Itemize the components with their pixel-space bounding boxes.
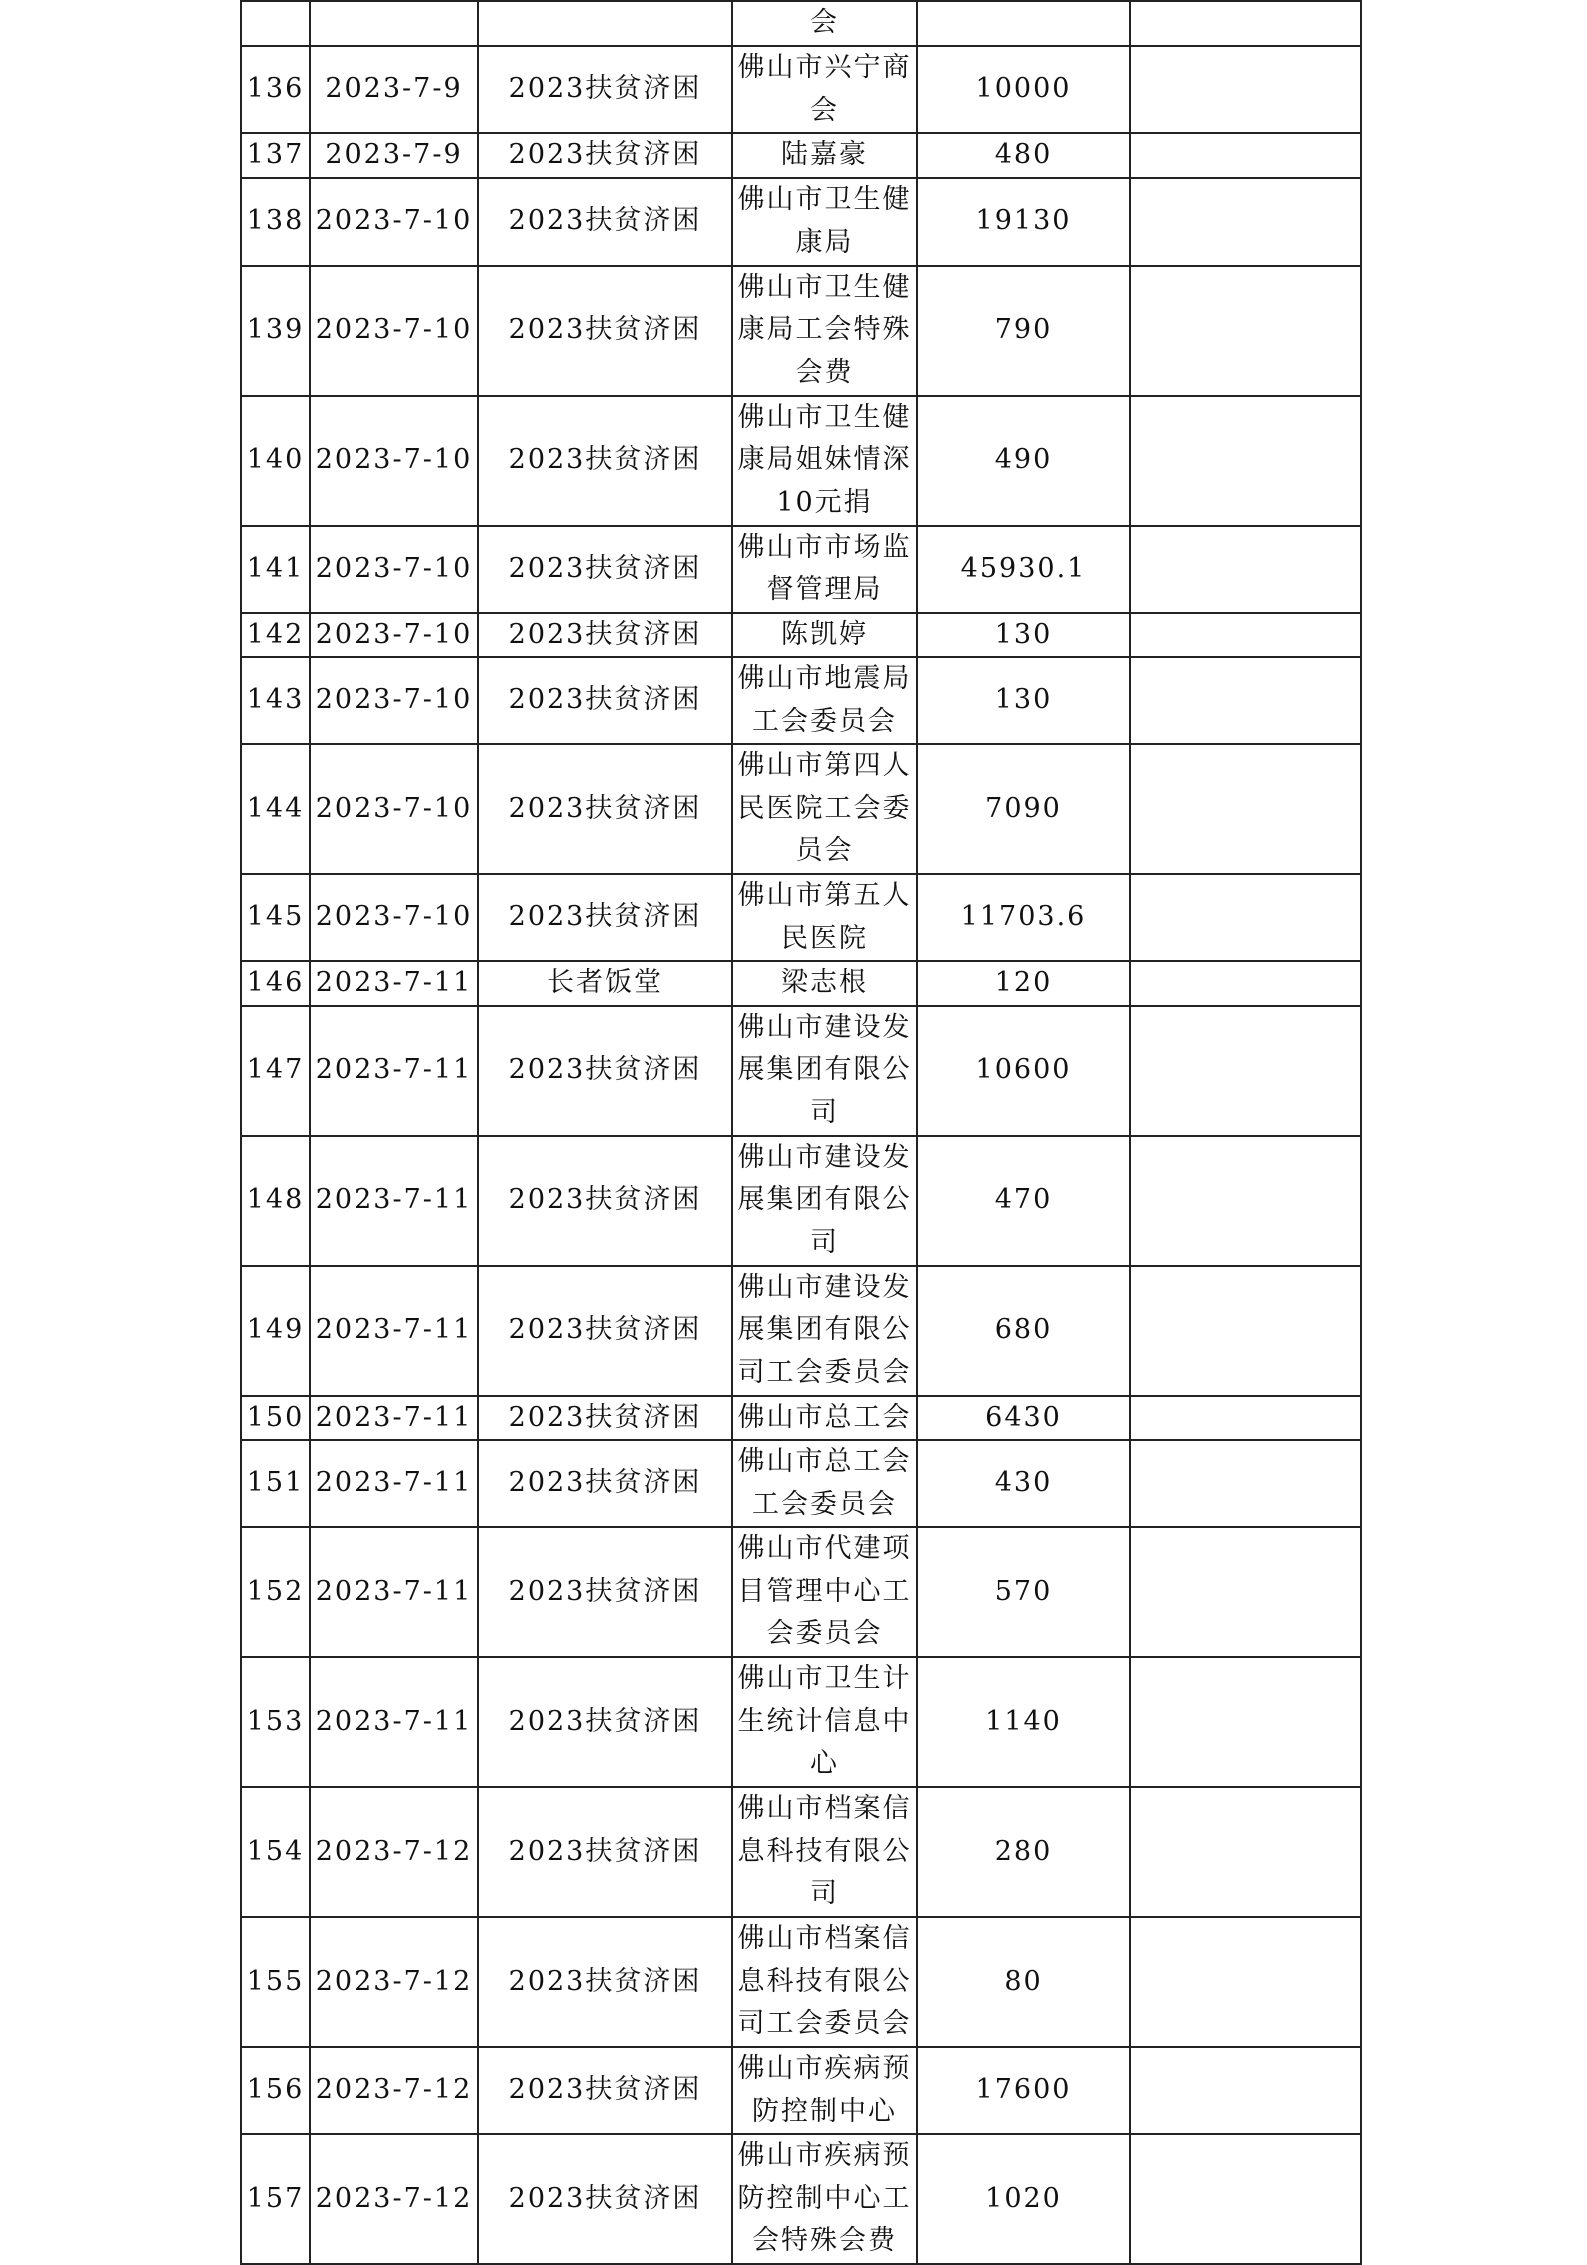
cell-donor: 佛山市建设发展集团有限公司工会委员会 bbox=[732, 1266, 917, 1396]
table-row bbox=[241, 1657, 1361, 1787]
cell-project: 2023扶贫济困 bbox=[478, 178, 732, 266]
cell-donor: 佛山市卫生健康局 bbox=[732, 178, 917, 266]
cell-remark bbox=[1130, 1657, 1361, 1787]
table-row bbox=[241, 133, 1361, 178]
cell-donor: 佛山市建设发展集团有限公司 bbox=[732, 1136, 917, 1266]
cell-date: 2023-7-12 bbox=[310, 2047, 478, 2134]
cell-amount: 6430 bbox=[917, 1396, 1130, 1441]
cell-index: 157 bbox=[241, 2134, 310, 2264]
cell-remark bbox=[1130, 1440, 1361, 1527]
cell-date: 2023-7-10 bbox=[310, 874, 478, 961]
cell-date: 2023-7-12 bbox=[310, 1917, 478, 2047]
cell-remark bbox=[1130, 613, 1361, 658]
table-row bbox=[241, 178, 1361, 266]
cell-donor: 佛山市地震局工会委员会 bbox=[732, 657, 917, 744]
cell-donor: 佛山市建设发展集团有限公司 bbox=[732, 1006, 917, 1136]
cell-amount: 790 bbox=[917, 266, 1130, 396]
cell-amount: 280 bbox=[917, 1787, 1130, 1917]
cell-index: 151 bbox=[241, 1440, 310, 1527]
cell-amount: 130 bbox=[917, 613, 1130, 658]
cell-date: 2023-7-10 bbox=[310, 657, 478, 744]
cell-project: 2023扶贫济困 bbox=[478, 1396, 732, 1441]
cell-amount: 680 bbox=[917, 1266, 1130, 1396]
cell-date: 2023-7-11 bbox=[310, 1266, 478, 1396]
cell-date: 2023-7-11 bbox=[310, 961, 478, 1006]
cell-donor: 佛山市疾病预防控制中心工会特殊会费 bbox=[732, 2134, 917, 2264]
cell-date: 2023-7-12 bbox=[310, 1787, 478, 1917]
cell-index: 150 bbox=[241, 1396, 310, 1441]
cell-donor: 梁志根 bbox=[732, 961, 917, 1006]
cell-amount: 19130 bbox=[917, 178, 1130, 266]
cell-donor: 佛山市卫生计生统计信息中心 bbox=[732, 1657, 917, 1787]
cell-project: 2023扶贫济困 bbox=[478, 396, 732, 526]
cell-donor: 佛山市档案信息科技有限公司 bbox=[732, 1787, 917, 1917]
cell-project: 2023扶贫济困 bbox=[478, 46, 732, 133]
table-row bbox=[241, 1136, 1361, 1266]
cell-date: 2023-7-11 bbox=[310, 1440, 478, 1527]
cell-date: 2023-7-11 bbox=[310, 1527, 478, 1657]
table-row bbox=[241, 744, 1361, 874]
cell-project: 2023扶贫济困 bbox=[478, 1440, 732, 1527]
table-row bbox=[241, 1917, 1361, 2047]
table-row bbox=[241, 1527, 1361, 1657]
cell-amount: 45930.1 bbox=[917, 526, 1130, 613]
cell-donor: 佛山市总工会工会委员会 bbox=[732, 1440, 917, 1527]
cell-donor: 佛山市疾病预防控制中心 bbox=[732, 2047, 917, 2134]
cell-remark bbox=[1130, 178, 1361, 266]
cell-index: 152 bbox=[241, 1527, 310, 1657]
cell-project: 2023扶贫济困 bbox=[478, 874, 732, 961]
cell-remark bbox=[1130, 657, 1361, 744]
cell-project: 2023扶贫济困 bbox=[478, 613, 732, 658]
cell-date: 2023-7-10 bbox=[310, 396, 478, 526]
donation-table bbox=[240, 0, 1362, 2265]
cell-date: 2023-7-10 bbox=[310, 266, 478, 396]
cell-donor: 陈凯婷 bbox=[732, 613, 917, 658]
cell-project: 长者饭堂 bbox=[478, 961, 732, 1006]
cell-amount: 1020 bbox=[917, 2134, 1130, 2264]
cell-project: 2023扶贫济困 bbox=[478, 266, 732, 396]
cell-project: 2023扶贫济困 bbox=[478, 133, 732, 178]
cell-project: 2023扶贫济困 bbox=[478, 1266, 732, 1396]
cell-donor: 会 bbox=[732, 1, 917, 46]
cell-remark bbox=[1130, 1, 1361, 46]
cell-remark bbox=[1130, 46, 1361, 133]
cell-remark bbox=[1130, 874, 1361, 961]
cell-project: 2023扶贫济困 bbox=[478, 1136, 732, 1266]
cell-project: 2023扶贫济困 bbox=[478, 1006, 732, 1136]
cell-project: 2023扶贫济困 bbox=[478, 744, 732, 874]
cell-date: 2023-7-10 bbox=[310, 613, 478, 658]
cell-amount: 570 bbox=[917, 1527, 1130, 1657]
cell-remark bbox=[1130, 1136, 1361, 1266]
cell-donor: 佛山市卫生健康局姐妹情深10元捐 bbox=[732, 396, 917, 526]
cell-amount: 430 bbox=[917, 1440, 1130, 1527]
cell-amount: 80 bbox=[917, 1917, 1130, 2047]
cell-remark bbox=[1130, 744, 1361, 874]
cell-remark bbox=[1130, 396, 1361, 526]
table-row bbox=[241, 1787, 1361, 1917]
table-body bbox=[241, 1, 1361, 2264]
cell-date: 2023-7-11 bbox=[310, 1396, 478, 1441]
cell-amount: 120 bbox=[917, 961, 1130, 1006]
cell-remark bbox=[1130, 526, 1361, 613]
cell-date: 2023-7-9 bbox=[310, 133, 478, 178]
cell-date: 2023-7-10 bbox=[310, 744, 478, 874]
cell-project: 2023扶贫济困 bbox=[478, 526, 732, 613]
cell-index: 143 bbox=[241, 657, 310, 744]
cell-date: 2023-7-9 bbox=[310, 46, 478, 133]
cell-donor: 佛山市市场监督管理局 bbox=[732, 526, 917, 613]
cell-index: 156 bbox=[241, 2047, 310, 2134]
cell-donor: 佛山市第四人民医院工会委员会 bbox=[732, 744, 917, 874]
cell-index: 154 bbox=[241, 1787, 310, 1917]
cell-date bbox=[310, 1, 478, 46]
cell-index: 140 bbox=[241, 396, 310, 526]
cell-remark bbox=[1130, 1006, 1361, 1136]
cell-index: 141 bbox=[241, 526, 310, 613]
cell-project: 2023扶贫济困 bbox=[478, 1787, 732, 1917]
table-row bbox=[241, 1440, 1361, 1527]
cell-remark bbox=[1130, 266, 1361, 396]
cell-amount: 1140 bbox=[917, 1657, 1130, 1787]
cell-amount bbox=[917, 1, 1130, 46]
table-row bbox=[241, 613, 1361, 658]
cell-amount: 7090 bbox=[917, 744, 1130, 874]
cell-project bbox=[478, 1, 732, 46]
table-row bbox=[241, 1006, 1361, 1136]
table-row bbox=[241, 46, 1361, 133]
cell-index: 147 bbox=[241, 1006, 310, 1136]
table-row bbox=[241, 2047, 1361, 2134]
cell-index: 146 bbox=[241, 961, 310, 1006]
cell-amount: 480 bbox=[917, 133, 1130, 178]
table-row bbox=[241, 1266, 1361, 1396]
cell-index: 142 bbox=[241, 613, 310, 658]
cell-remark bbox=[1130, 1787, 1361, 1917]
cell-date: 2023-7-10 bbox=[310, 178, 478, 266]
cell-remark bbox=[1130, 2047, 1361, 2134]
cell-project: 2023扶贫济困 bbox=[478, 1527, 732, 1657]
cell-index: 138 bbox=[241, 178, 310, 266]
table-row bbox=[241, 526, 1361, 613]
cell-donor: 佛山市兴宁商会 bbox=[732, 46, 917, 133]
cell-remark bbox=[1130, 1917, 1361, 2047]
cell-date: 2023-7-12 bbox=[310, 2134, 478, 2264]
cell-amount: 11703.6 bbox=[917, 874, 1130, 961]
cell-index bbox=[241, 1, 310, 46]
cell-remark bbox=[1130, 133, 1361, 178]
cell-date: 2023-7-10 bbox=[310, 526, 478, 613]
cell-donor: 佛山市档案信息科技有限公司工会委员会 bbox=[732, 1917, 917, 2047]
cell-donor: 陆嘉豪 bbox=[732, 133, 917, 178]
cell-index: 136 bbox=[241, 46, 310, 133]
cell-index: 139 bbox=[241, 266, 310, 396]
cell-remark bbox=[1130, 961, 1361, 1006]
cell-donor: 佛山市第五人民医院 bbox=[732, 874, 917, 961]
table-row bbox=[241, 961, 1361, 1006]
cell-amount: 17600 bbox=[917, 2047, 1130, 2134]
cell-index: 155 bbox=[241, 1917, 310, 2047]
cell-index: 149 bbox=[241, 1266, 310, 1396]
cell-date: 2023-7-11 bbox=[310, 1136, 478, 1266]
cell-project: 2023扶贫济困 bbox=[478, 1657, 732, 1787]
table-row bbox=[241, 1396, 1361, 1441]
cell-donor: 佛山市代建项目管理中心工会委员会 bbox=[732, 1527, 917, 1657]
cell-donor: 佛山市卫生健康局工会特殊会费 bbox=[732, 266, 917, 396]
cell-index: 148 bbox=[241, 1136, 310, 1266]
cell-project: 2023扶贫济困 bbox=[478, 1917, 732, 2047]
table-row bbox=[241, 396, 1361, 526]
cell-remark bbox=[1130, 1396, 1361, 1441]
table-row bbox=[241, 266, 1361, 396]
cell-date: 2023-7-11 bbox=[310, 1657, 478, 1787]
cell-project: 2023扶贫济困 bbox=[478, 2047, 732, 2134]
cell-amount: 470 bbox=[917, 1136, 1130, 1266]
cell-index: 137 bbox=[241, 133, 310, 178]
cell-index: 145 bbox=[241, 874, 310, 961]
table-row bbox=[241, 1, 1361, 46]
cell-project: 2023扶贫济困 bbox=[478, 657, 732, 744]
cell-donor: 佛山市总工会 bbox=[732, 1396, 917, 1441]
table-row bbox=[241, 874, 1361, 961]
cell-amount: 490 bbox=[917, 396, 1130, 526]
cell-project: 2023扶贫济困 bbox=[478, 2134, 732, 2264]
cell-amount: 130 bbox=[917, 657, 1130, 744]
cell-index: 144 bbox=[241, 744, 310, 874]
cell-remark bbox=[1130, 1527, 1361, 1657]
cell-amount: 10600 bbox=[917, 1006, 1130, 1136]
table-row bbox=[241, 657, 1361, 744]
cell-remark bbox=[1130, 1266, 1361, 1396]
cell-amount: 10000 bbox=[917, 46, 1130, 133]
cell-date: 2023-7-11 bbox=[310, 1006, 478, 1136]
cell-index: 153 bbox=[241, 1657, 310, 1787]
